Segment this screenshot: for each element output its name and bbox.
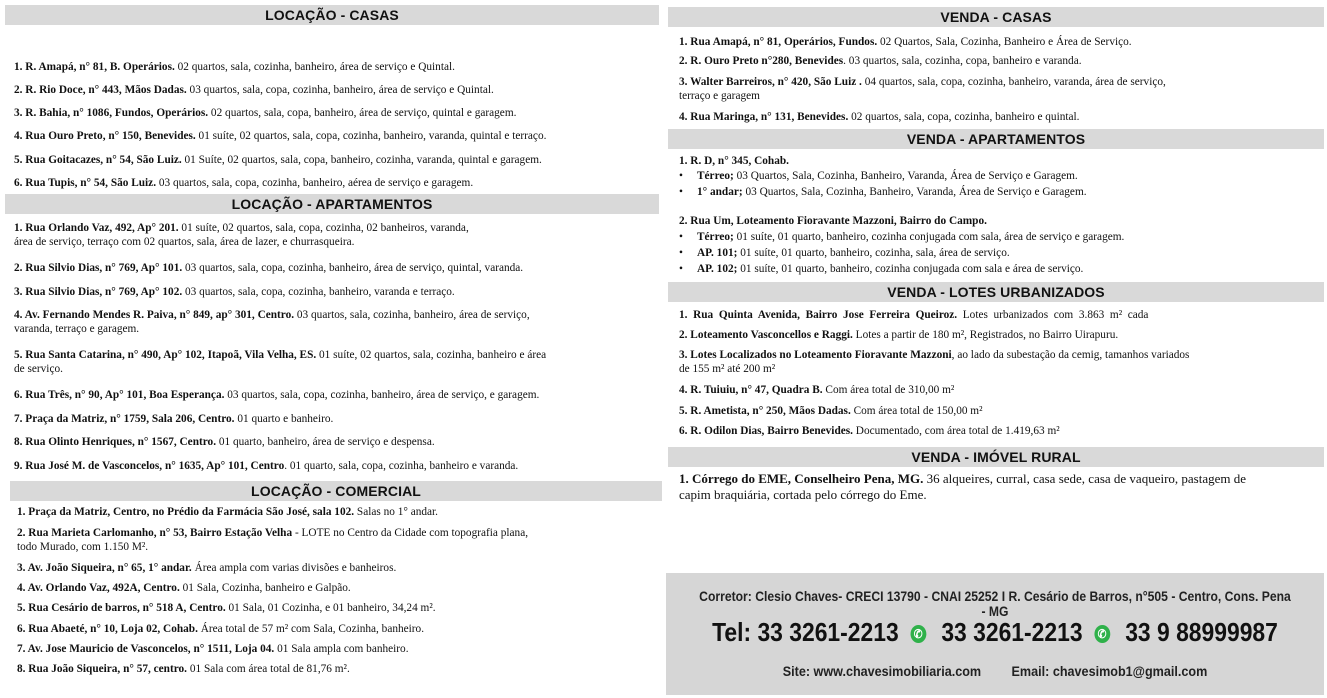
list-item: 5. Rua Cesário de barros, n° 518 A, Centro. 01 Sala, 01 Cozinha, e 01 banheiro, 34,24 m². (17, 602, 436, 614)
list-item: 1. Rua Amapá, n° 81, Operários, Fundos. 02 Quartos, Sala, Cozinha, Banheiro e Área de Serviço. (679, 36, 1132, 48)
whatsapp-icon: ✆ (910, 625, 926, 643)
section-header-locacao-casas: LOCAÇÃO - CASAS (5, 5, 659, 25)
list-item: 3. Lotes Localizados no Loteamento Fioravante Mazzoni, ao lado da subestação da cemig, tamanhos variados de 155 m² até 200 m² (679, 349, 1190, 375)
list-item: 5. Rua Santa Catarina, n° 490, Ap° 102, Itapoã, Vila Velha, ES. 01 suíte, 02 quartos, sala, cozinha, banheiro e área de serviço. (14, 349, 547, 375)
phone-2: 33 3261-2213 (941, 617, 1083, 647)
phone-label: Tel: 33 3261-2213 (712, 617, 899, 647)
list-item: 3. Av. João Siqueira, n° 65, 1° andar. Área ampla com varias divisões e banheiros. (17, 562, 397, 574)
list-item: 1. Córrego do EME, Conselheiro Pena, MG. 36 alqueires, curral, casa sede, casa de vaqueiro, pastagem de capim braquiária, cortada pelo córrego do Eme. (679, 471, 1247, 502)
list-item: 6. Rua Três, n° 90, Ap° 101, Boa Esperança. 03 quartos, sala, copa, cozinha, banheiro, área de serviço, e garagem. (14, 389, 540, 401)
section-header-venda-rural: VENDA - IMÓVEL RURAL (668, 447, 1324, 467)
list-item: 2. Rua Marieta Carlomanho, n° 53, Bairro Estação Velha - LOTE no Centro da Cidade com topografia plana, todo Murado, com 1.150 M². (17, 527, 529, 553)
list-item: 2. Loteamento Vasconcellos e Raggi. Lotes a partir de 180 m², Registrados, no Bairro Uirapuru. (679, 329, 1119, 341)
list-item: • Térreo; 03 Quartos, Sala, Cozinha, Banheiro, Varanda, Área de Serviço e Garagem. (679, 170, 1078, 182)
list-item: 1. R. Amapá, n° 81, B. Operários. 02 quartos, sala, cozinha, banheiro, área de serviço e Quintal. (14, 61, 455, 73)
list-item: 8. Rua João Siqueira, n° 57, centro. 01 Sala com área total de 81,76 m². (17, 663, 350, 675)
phone-line (705, 617, 1284, 648)
section-header-locacao-comercial: LOCAÇÃO - COMERCIAL (10, 481, 662, 501)
list-item: 3. Walter Barreiros, n° 420, São Luiz . 04 quartos, sala, copa, cozinha, banheiro, varanda, área de serviço, terraço e garagem (679, 76, 1166, 102)
phone-3: 33 9 88999987 (1125, 617, 1278, 647)
list-item: 2. R. Ouro Preto n°280, Benevides. 03 quartos, sala, cozinha, copa, banheiro e varanda. (679, 55, 1082, 67)
list-item: • AP. 101; 01 suíte, 01 quarto, banheiro, cozinha, sala, área de serviço. (679, 247, 1010, 259)
broker-info: Corretor: Clesio Chaves- CRECI 13790 - CNAI 25252 I R. Cesário de Barros, n°505 - Centro, Cons. Pena - MG (699, 589, 1291, 619)
list-item: 4. Rua Ouro Preto, n° 150, Benevides. 01 suíte, 02 quartos, sala, copa, cozinha, banheiro, varanda, quintal e terraço. (14, 130, 547, 142)
list-item: 5. R. Ametista, n° 250, Mãos Dadas. Com área total de 150,00 m² (679, 405, 983, 417)
list-item: 6. Rua Tupis, n° 54, São Luiz. 03 quartos, sala, copa, cozinha, banheiro, aérea de serviço e garagem. (14, 177, 474, 189)
list-item: 1. Praça da Matriz, Centro, no Prédio da Farmácia São José, sala 102. Salas no 1° andar. (17, 506, 438, 518)
list-item: • Térreo; 01 suíte, 01 quarto, banheiro, cozinha conjugada com sala, área de serviço e garagem. (679, 231, 1125, 243)
list-item: 1. R. D, n° 345, Cohab. (679, 155, 789, 167)
list-item: 4. Av. Fernando Mendes R. Paiva, n° 849, ap° 301, Centro. 03 quartos, sala, cozinha, banheiro, área de serviço, varanda, terraço e garagem. (14, 309, 530, 335)
section-header-venda-casas: VENDA - CASAS (668, 7, 1324, 27)
list-item: 6. Rua Abaeté, n° 10, Loja 02, Cohab. Área total de 57 m² com Sala, Cozinha, banheiro. (17, 623, 425, 635)
list-item: 2. Rua Silvio Dias, n° 769, Ap° 101. 03 quartos, sala, copa, cozinha, banheiro, área de serviço, quintal, varanda. (14, 262, 524, 274)
section-header-locacao-apartamentos: LOCAÇÃO - APARTAMENTOS (5, 194, 659, 214)
section-header-venda-lotes: VENDA - LOTES URBANIZADOS (668, 282, 1324, 302)
section-header-venda-apartamentos: VENDA - APARTAMENTOS (668, 129, 1324, 149)
list-item: • 1° andar; 03 Quartos, Sala, Cozinha, Banheiro, Varanda, Área de Serviço e Garagem. (679, 186, 1087, 198)
list-item: 1. Rua Orlando Vaz, 492, Ap° 201. 01 suíte, 02 quartos, sala, copa, cozinha, 02 banheiros, varanda, área de serviço, terraço com 02 quartos, sala, área de lazer, e churrasqueira. (14, 222, 469, 248)
list-item: 4. R. Tuiuiu, n° 47, Quadra B. Com área total de 310,00 m² (679, 384, 955, 396)
list-item: 6. R. Odilon Dias, Bairro Benevides. Documentado, com área total de 1.419,63 m² (679, 425, 1060, 437)
list-item: • AP. 102; 01 suíte, 01 quarto, banheiro, cozinha conjugada com sala e área de serviço. (679, 263, 1084, 275)
list-item: 9. Rua José M. de Vasconcelos, n° 1635, Ap° 101, Centro. 01 quarto, sala, copa, cozinha, banheiro e varanda. (14, 460, 519, 472)
list-item: 4. Rua Maringa, n° 131, Benevides. 02 quartos, sala, copa, cozinha, banheiro e quintal. (679, 111, 1080, 123)
web-contact (699, 663, 1291, 679)
email-link[interactable]: Email: chavesimob1@gmail.com (1011, 663, 1208, 679)
list-item: 3. R. Bahia, n° 1086, Fundos, Operários. 02 quartos, sala, copa, banheiro, área de serviço, quintal e garagem. (14, 107, 517, 119)
contact-footer (666, 573, 1324, 695)
list-item: 3. Rua Silvio Dias, n° 769, Ap° 102. 03 quartos, sala, copa, cozinha, banheiro, varanda e terraço. (14, 286, 455, 298)
list-item: 8. Rua Olinto Henriques, n° 1567, Centro. 01 quarto, banheiro, área de serviço e despensa. (14, 436, 435, 448)
list-item: 7. Praça da Matriz, n° 1759, Sala 206, Centro. 01 quarto e banheiro. (14, 413, 334, 425)
list-item: 5. Rua Goitacazes, n° 54, São Luiz. 01 Suíte, 02 quartos, sala, copa, banheiro, cozinha, varanda, quintal e garagem. (14, 154, 542, 166)
whatsapp-icon: ✆ (1094, 625, 1110, 643)
list-item: 7. Av. Jose Mauricio de Vasconcelos, n° 1511, Loja 04. 01 Sala ampla com banheiro. (17, 643, 409, 655)
list-item: 2. Rua Um, Loteamento Fioravante Mazzoni, Bairro do Campo. (679, 215, 987, 227)
list-item: 4. Av. Orlando Vaz, 492A, Centro. 01 Sala, Cozinha, banheiro e Galpão. (17, 582, 351, 594)
list-item: 1. Rua Quinta Avenida, Bairro Jose Ferreira Queiroz. Lotes urbanizados com 3.863 m² cada (679, 309, 1149, 321)
list-item: 2. R. Rio Doce, n° 443, Mãos Dadas. 03 quartos, sala, copa, cozinha, banheiro, área de serviço e Quintal. (14, 84, 494, 96)
site-link[interactable]: Site: www.chavesimobiliaria.com (782, 663, 982, 679)
